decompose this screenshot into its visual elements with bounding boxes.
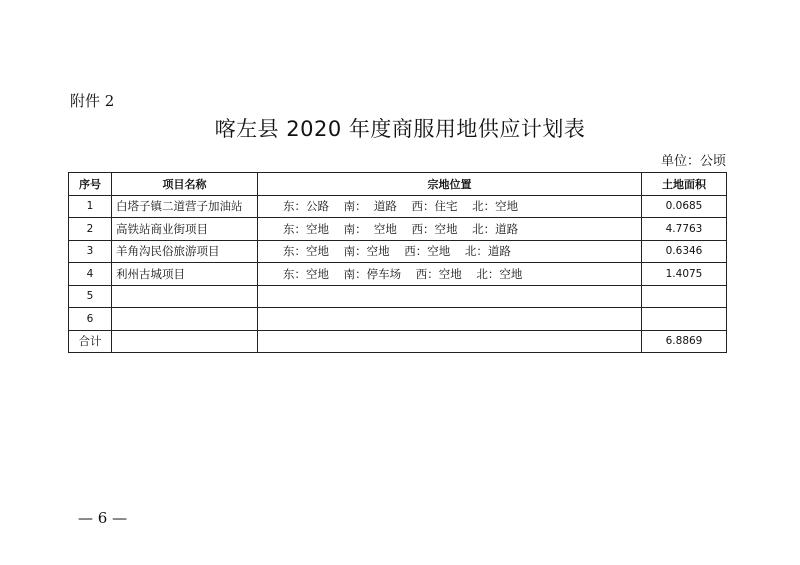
row-project-name xyxy=(112,308,258,331)
unit-label: 单位：公顷 xyxy=(660,154,726,169)
row-serial: 2 xyxy=(69,218,112,241)
total-label: 合计 xyxy=(69,330,112,353)
attachment-label: 附件 2 xyxy=(70,92,115,110)
table-row xyxy=(69,195,727,218)
row-project-name: 利州古城项目 xyxy=(112,263,258,286)
total-empty-location xyxy=(258,330,642,353)
header-serial: 序号 xyxy=(69,173,112,196)
row-location: 东：公路 南： 道路 西：住宅 北：空地 xyxy=(258,195,642,218)
total-area: 6.8869 xyxy=(642,330,727,353)
land-supply-table xyxy=(68,172,727,353)
total-empty-name xyxy=(112,330,258,353)
row-area xyxy=(642,308,727,331)
row-location xyxy=(258,285,642,308)
row-location xyxy=(258,308,642,331)
row-project-name: 高铁站商业街项目 xyxy=(112,218,258,241)
row-project-name xyxy=(112,285,258,308)
row-serial: 1 xyxy=(69,195,112,218)
row-area: 4.7763 xyxy=(642,218,727,241)
row-location: 东：空地 南：停车场 西：空地 北：空地 xyxy=(258,263,642,286)
document-title: 喀左县 2020 年度商服用地供应计划表 xyxy=(214,117,586,141)
table-total-row xyxy=(69,330,727,353)
row-project-name: 羊角沟民俗旅游项目 xyxy=(112,240,258,263)
row-area xyxy=(642,285,727,308)
table-row xyxy=(69,308,727,331)
header-land-area: 土地面积 xyxy=(642,173,727,196)
row-serial: 3 xyxy=(69,240,112,263)
table-row xyxy=(69,240,727,263)
table-row xyxy=(69,263,727,286)
row-serial: 5 xyxy=(69,285,112,308)
row-area: 0.6346 xyxy=(642,240,727,263)
row-serial: 6 xyxy=(69,308,112,331)
table-row xyxy=(69,285,727,308)
row-project-name: 白塔子镇二道营子加油站 xyxy=(112,195,258,218)
row-area: 1.4075 xyxy=(642,263,727,286)
header-project-name: 项目名称 xyxy=(112,173,258,196)
table-header-row xyxy=(69,173,727,196)
page-number: — 6 — xyxy=(78,509,128,527)
table-row xyxy=(69,218,727,241)
header-location: 宗地位置 xyxy=(258,173,642,196)
row-area: 0.0685 xyxy=(642,195,727,218)
row-location: 东：空地 南：空地 西：空地 北：道路 xyxy=(258,240,642,263)
row-serial: 4 xyxy=(69,263,112,286)
row-location: 东：空地 南： 空地 西：空地 北：道路 xyxy=(258,218,642,241)
